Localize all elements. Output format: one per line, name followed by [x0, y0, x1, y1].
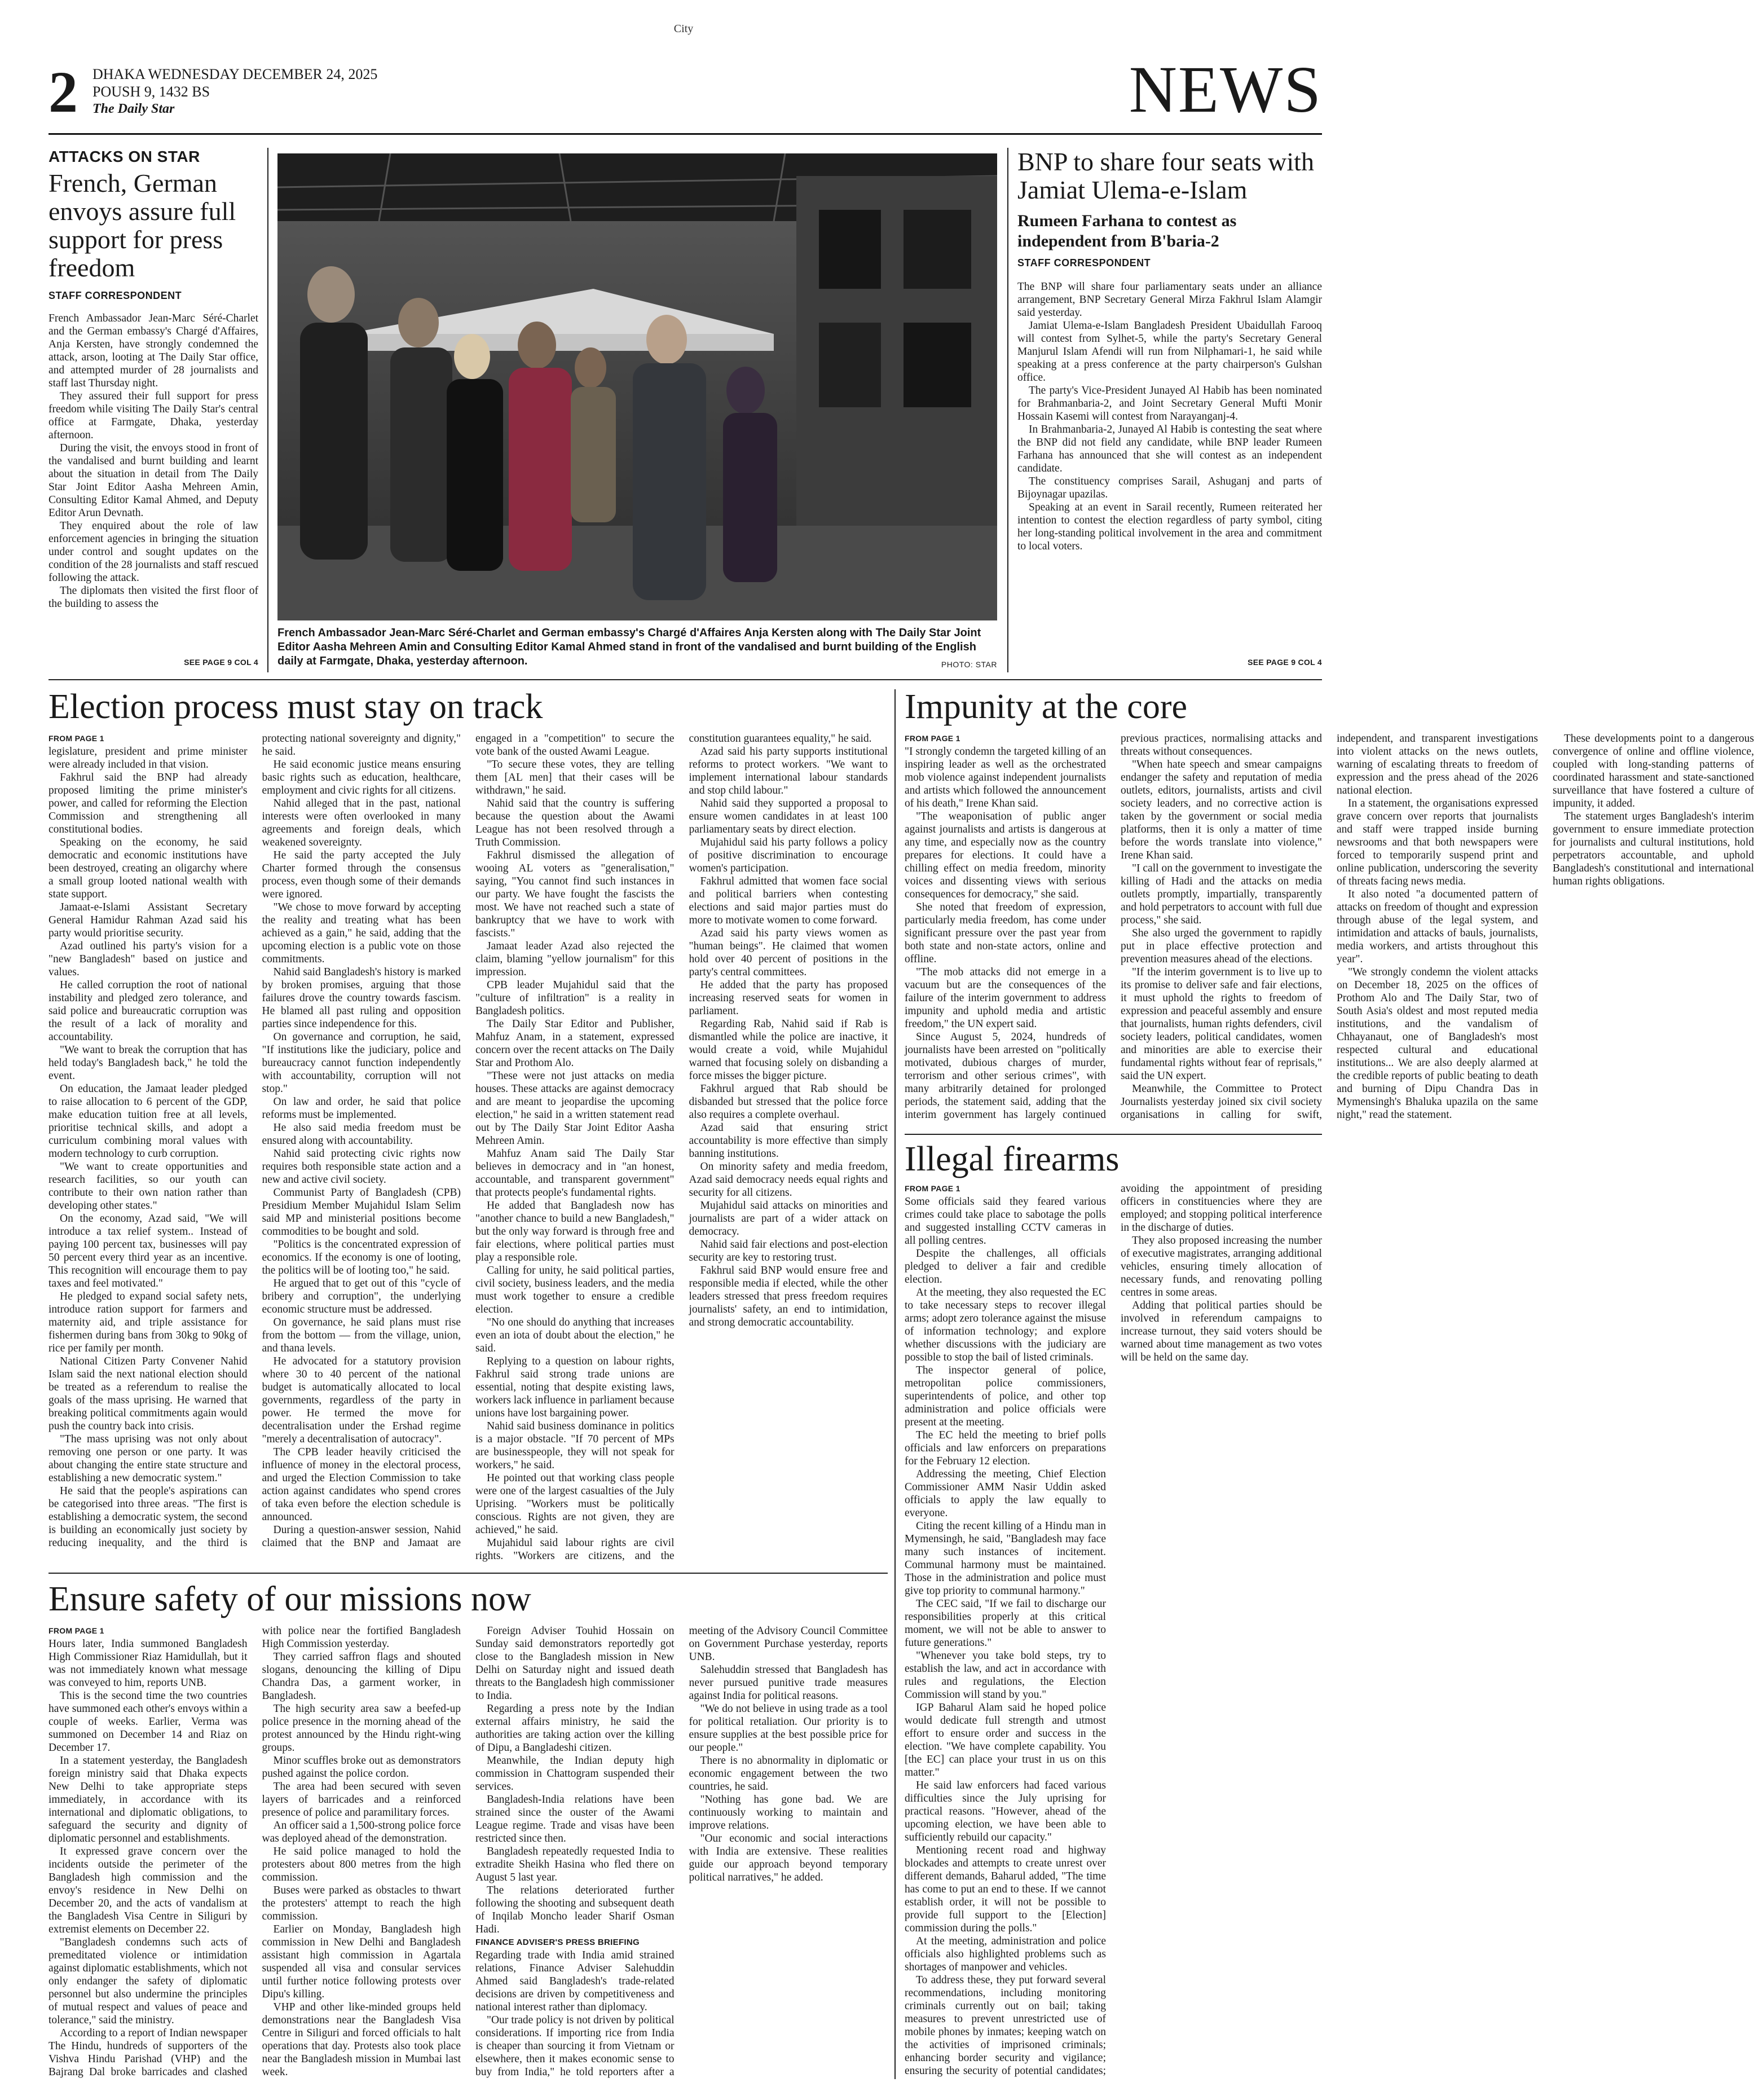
paragraph: "I strongly condemn the targeted killing of an inspiring leader as well as the orchestrated mob violence against independent journalists and artists which followed the announcement of his death," Irene Khan said. [905, 746, 1106, 809]
story-body [1017, 280, 1322, 553]
paragraph: "The mass uprising was not only about removing one person or one party. It was about changing the entire state structure and establishing a new democratic system." [49, 1433, 248, 1484]
paragraph: Speaking at an event in Sarail recently, Rumeen reiterated her intention to contest the election regardless of party symbol, citing her long-standing political involvement in the area and commitment to local voters. [1017, 501, 1322, 552]
story-headline: Illegal firearms [905, 1140, 1120, 1178]
paragraph: Meanwhile, the Indian deputy high commission in Chattogram suspended their services. [475, 1755, 675, 1793]
paragraph: "When hate speech and smear campaigns endanger the safety and reputation of media outlets, editors, journalists, artists and civil society leaders, and no corrective action is taken by the government or social media platforms, then it is only a matter of time before the words translate into violence," Irene Khan said. [1121, 759, 1322, 861]
paragraph: The high security area saw a beefed-up police presence in the morning ahead of the protest announced by the Hindu right-wing groups. [262, 1703, 461, 1754]
paragraph: National Citizen Party Convener Nahid Islam said the next national election should be treated as a referendum to realise the goals of the mass uprising. He warned that breaking political commitments again would push the country back into crisis. [49, 1355, 248, 1432]
brand-logo: The Daily Star [92, 102, 175, 116]
story-headline: Impunity at the core [905, 688, 1187, 726]
paragraph: Nahid said fair elections and post-election security are key to restoring trust. [689, 1239, 888, 1263]
paragraph: He called corruption the root of national instability and pledged zero tolerance, and said police and bureaucratic corruption was the result of a lack of morality and accountability. [49, 979, 248, 1043]
paragraph: He said law enforcers had faced various difficulties since the July uprising for practical reasons. "However, ahead of the upcoming election, we have been able to sufficiently rebuild our capacity." [905, 1780, 1106, 1843]
story-subsection: FINANCE ADVISER'S PRESS BRIEFING [475, 1938, 640, 1947]
story-byline: STAFF CORRESPONDENT [49, 290, 182, 301]
from-page: FROM PAGE 1 [49, 1626, 104, 1635]
photo-illustration [277, 153, 997, 620]
paragraph: Fakhrul said BNP would ensure free and responsible media if elected, while the other leaders stressed that press freedom requires journalists' safety, an end to intimidation, and strong democratic accountability. [689, 1265, 888, 1328]
paragraph: Jamaat-e-Islami Assistant Secretary General Hamidur Rahman Azad said his party would prioritise security. [49, 901, 248, 939]
paragraph: During the visit, the envoys stood in front of the vandalised and burnt building and learnt about the situation in detail from The Daily Star Joint Editor Aasha Mehreen Amin, Consulting Editor Kamal Ahmed, and Deputy Editor Arun Devnath. [49, 442, 258, 519]
paragraph: "To secure these votes, they are telling them [AL men] that their cases will be withdrawn," he said. [475, 759, 675, 796]
paragraph: He said police managed to hold the protesters about 800 metres from the high commission. [262, 1846, 461, 1883]
paragraph: "Our economic and social interactions with India are extensive. These realities guide our approach beyond temporary political narratives," he added. [689, 1833, 888, 1883]
paragraph: Mujahidul said his party follows a policy of positive discrimination to encourage women's participation. [689, 837, 888, 874]
paragraph: He also said media freedom must be ensured along with accountability. [262, 1122, 461, 1147]
paragraph: He advocated for a statutory provision where 30 to 40 percent of the national budget is automatically allocated to local governments, regardless of the party in power. He termed the move for decentralisation under the Ershad regime "merely a decentralisation of autocracy". [262, 1355, 461, 1445]
paragraph: Nahid said Bangladesh's history is marked by broken promises, arguing that those failures drove the country towards fascism. He blamed all past ruling and opposition parties since independence for this. [262, 966, 461, 1030]
paragraph: They carried saffron flags and shouted slogans, denouncing the killing of Dipu Chandra Das, a garment worker, in Bangladesh. [262, 1651, 461, 1702]
paragraph: The statement urges Bangladesh's interim government to ensure immediate protection for journalists and cultural institutions, hold perpetrators accountable, and uphold Bangladesh's constitutional and international human rights obligations. [1553, 811, 1754, 887]
paragraph: There is no abnormality in diplomatic or economic engagement between the two countries, he said. [689, 1755, 888, 1793]
paragraph: Nahid said that the country is suffering because the question about the Awami League has not been resolved through a Truth Commission. [475, 798, 675, 848]
paragraph: Addressing the meeting, Chief Election Commissioner AMM Nasir Uddin asked officials to apply the law equally to everyone. [905, 1468, 1106, 1519]
paragraph: The CEC said, "If we fail to discharge our responsibilities properly at this critical moment, we will not be able to answer to future generations." [905, 1598, 1106, 1649]
paragraph: He said that the people's aspirations can be categorised into three areas. "The first is establishing a democratic system, the second is building an economically just society by reducing inequality, and the third is protecting national sovereignty and dignity," he said. [49, 733, 461, 1549]
paragraph: It also noted "a documented pattern of attacks on freedom of thought and expression through abuse of the legal system, and intimidation and attacks of bauls, journalists, media workers, and artists throughout this year". [1337, 888, 1538, 965]
paragraph: "Nothing has gone bad. We are continuously working to maintain and improve relations. [689, 1794, 888, 1832]
paragraph: "Whenever you take bold steps, try to establish the law, and act in accordance with rules and regulations, the Election Commission will stand by you." [905, 1650, 1106, 1701]
from-page: FROM PAGE 1 [49, 734, 104, 743]
photo-credit: PHOTO: STAR [941, 660, 997, 669]
from-page: FROM PAGE 1 [905, 1184, 960, 1193]
story-subhead: Rumeen Farhana to contest as independent from B'baria-2 [1017, 212, 1237, 250]
paragraph: Replying to a question on labour rights, Fakhrul said strong trade unions are essential, noting that despite existing laws, workers lack influence in parliament because unions have lost bargaining power. [475, 1355, 675, 1419]
paragraph: On minority safety and media freedom, Azad said democracy needs equal rights and security for all citizens. [689, 1161, 888, 1199]
paragraph: Bangladesh repeatedly requested India to extradite Sheikh Hasina who fled there on August 5 last year. [475, 1846, 675, 1883]
paragraph: He said the party accepted the July Charter formed through the consensus process, even though some of their demands were ignored. [262, 849, 461, 900]
jump-line: SEE PAGE 9 COL 4 [1248, 658, 1322, 667]
paragraph: Azad said his party views women as "human beings". He claimed that women hold over 40 percent of positions in the party's central committees. [689, 927, 888, 978]
paragraph: He pledged to expand social safety nets, introduce ration support for farmers and maternity aid, and triple assistance for fishermen during bans from 30kg to 90kg of rice per family per month. [49, 1291, 248, 1354]
story-headline: Election process must stay on track [49, 688, 543, 726]
paragraph: They also proposed increasing the number of executive magistrates, arranging additional vehicles, ensuring timely allocation of necessary funds, and renovating polling centres in some areas. [1121, 1235, 1322, 1298]
paragraph: This is the second time the two countries have summoned each other's envoys within a couple of weeks. Earlier, Verma was summoned on December 14 and Riaz on December 17. [49, 1690, 248, 1754]
paragraph: On governance and corruption, he said, "If institutions like the judiciary, police and bureaucracy cannot function independently with accountability, corruption will not stop." [262, 1031, 461, 1095]
paragraph: "We want to create opportunities and research facilities, so our youth can contribute to their own nation rather than developing other states." [49, 1161, 248, 1212]
paragraph: Adding that political parties should be involved in referendum campaigns to increase turnout, they said voters should be warned about time management as two votes will be held on the same day. [1121, 1300, 1322, 1363]
paragraph: Nahid said business dominance in politics is a major obstacle. "If 70 percent of MPs are businesspeople, they will not speak for workers," he said. [475, 1420, 675, 1471]
paragraph: The Daily Star Editor and Publisher, Mahfuz Anam, in a statement, expressed concern over the recent attacks on The Daily Star and Prothom Alo. [475, 1018, 675, 1069]
paragraph: Nahid alleged that in the past, national interests were often overlooked in many agreements and foreign deals, which weakened sovereignty. [262, 798, 461, 848]
paragraph: He pointed out that working class people were one of the largest casualties of the July Uprising. "Workers must be politically conscious. Rights are not given, they are achieved," he said. [475, 1472, 675, 1536]
paragraph: "The mob attacks did not emerge in a vacuum but are the consequences of the failure of the interim government to address impunity and uphold media and artistic freedom," the UN expert said. [905, 966, 1106, 1030]
paragraph: She also urged the government to rapidly put in place effective protection and prevention measures ahead of the elections. [1121, 927, 1322, 965]
story-missions-body [49, 1624, 888, 2079]
story-body [49, 312, 258, 610]
story-kicker: ATTACKS ON STAR [49, 148, 200, 165]
paragraph: Fakhrul said the BNP had already proposed limiting the prime minister's power, and called for reforming the Election Commission and strengthening all constitutional bodies. [49, 772, 248, 835]
column-rule [267, 148, 268, 672]
story-envoys [49, 148, 258, 672]
paragraph: Fakhrul argued that Rab should be disbanded but stressed that the police force also requires a complete overhaul. [689, 1083, 888, 1121]
paragraph: He argued that to get out of this "cycle of bribery and corruption", the underlying economic structure must be addressed. [262, 1278, 461, 1315]
paragraph: Azad outlined his party's vision for a "new Bangladesh" based on justice and values. [49, 940, 248, 978]
paragraph: "We want to break the corruption that has held today's Bangladesh back," he told the event. [49, 1044, 248, 1082]
paragraph: Meanwhile, the Committee to Protect Journalists yesterday joined six civil society organisations in calling for swift, independent, and transparent investigations into violent attacks on the news outlets, warning of escalating threats to freedom of expression and the press ahead of the 2026 national election. [1121, 733, 1538, 1121]
paragraph: Mahfuz Anam said The Daily Star believes in democracy and in "an honest, accountable, and transparent government" that protects people's fundamental rights. [475, 1148, 675, 1199]
section-rule [49, 1573, 888, 1574]
paragraph: Nahid said protecting civic rights now requires both responsible state action and a new and active civil society. [262, 1148, 461, 1186]
paragraph: An officer said a 1,500-strong police force was deployed ahead of the demonstration. [262, 1820, 461, 1844]
paragraph: Mujahidul said labour rights are civil rights. "Workers are citizens, and the constitution guarantees equality," he said. [475, 733, 872, 1562]
paragraph: "We chose to move forward by accepting the reality and treating what has been achieved as a gain," he said, adding that the upcoming election is a public vote on those commitments. [262, 901, 461, 965]
paragraph: Regarding Rab, Nahid said if Rab is dismantled while the police are inactive, it would create a void, while Mujahidul warned that focusing solely on disbanding a force misses the bigger picture. [689, 1018, 888, 1082]
story-bnp-seats [1017, 148, 1322, 672]
paragraph: "I call on the government to investigate the killing of Hadi and the attacks on media outlets promptly, impartially, transparently and hold perpetrators to account with full due process," she said. [1121, 862, 1322, 926]
paragraph: "We strongly condemn the violent attacks on December 18, 2025 on the offices of Prothom Alo and The Daily Star, two of South Asia's oldest and most reputed media institutions, and the vandalism of Chhayanaut, one of Bangladesh's most respected cultural and educational institutions... We are also deeply alarmed at the credible reports of public beating to death and burning of Dipu Chandra Das in Mymensingh's Bhaluka upazila on the same night," read the statement. [1337, 966, 1538, 1121]
paragraph: Foreign Adviser Touhid Hossain on Sunday said demonstrators reportedly got close to the Bangladesh mission in New Delhi on Saturday night and issued death threats to the Bangladesh high commissioner to India. [475, 1625, 675, 1702]
paragraph: According to a report of Indian newspaper The Hindu, hundreds of supporters of the Vishva Hindu Parishad (VHP) and the Bajrang Dal broke barricades and clashed with police near the fortified Bangladesh High Commission yesterday. [49, 1625, 461, 2078]
paragraph: The party's Vice-President Junayed Al Habib has been nominated for Brahmanbaria-2, and Joint Secretary General Mufti Monir Hossain Kasemi will contest from Narayanganj-4. [1017, 385, 1322, 422]
story-headline: Ensure safety of our missions now [49, 1580, 531, 1618]
paragraph: Despite the challenges, all officials pledged to deliver a fair and credible election. [905, 1248, 1106, 1285]
from-page: FROM PAGE 1 [905, 734, 960, 743]
paragraph: "If the interim government is to live up to its promise to deliver safe and fair elections, it must uphold the rights to freedom of expression and peaceful assembly and ensure that journalists, human rights defenders, civil society leaders, political candidates, women and minorities are able to exercise their fundamental rights without fear of reprisals," said the UN expert. [1121, 966, 1322, 1082]
paragraph: The BNP will share four parliamentary seats under an alliance arrangement, BNP Secretary General Mirza Fakhrul Islam Alamgir said yesterday. [1017, 281, 1322, 319]
paragraph: legislature, president and prime minister were already included in that vision. [49, 746, 248, 771]
paragraph: At the meeting, administration and police officials also highlighted problems such as shortages of manpower and vehicles. [905, 1935, 1106, 1973]
page-number: 2 [49, 60, 78, 125]
masthead-rule [49, 133, 1322, 135]
story-election-body [49, 732, 888, 1566]
paragraph: He added that Bangladesh now has "another chance to build a new Bangladesh," but the only way forward is through free and fair elections, where political parties must play a responsible role. [475, 1200, 675, 1263]
paragraph: On law and order, he said that police reforms must be implemented. [262, 1096, 461, 1121]
section-title: NEWS [1129, 52, 1322, 126]
paragraph: Earlier on Monday, Bangladesh high commission in New Delhi and Bangladesh assistant high commission in Agartala suspended all visa and consular services until further notice following protests over Dipu's killing. [262, 1923, 461, 2000]
paragraph: He said economic justice means ensuring basic rights such as education, healthcare, employment and civic rights for all citizens. [262, 759, 461, 796]
news-photo [277, 153, 997, 620]
paragraph: VHP and other like-minded groups held demonstrations near the Bangladesh Visa Centre in Siliguri and forced officials to halt operations that day. Protests also took place near the Bangladesh mission in Mumbai last week. [262, 2001, 461, 2078]
section-rule [49, 679, 1322, 680]
paragraph: Minor scuffles broke out as demonstrators pushed against the police cordon. [262, 1755, 461, 1780]
paragraph: "The weaponisation of public anger against journalists and artists is dangerous at any time, and especially now as the country prepares for elections. It could have a chilling effect on media freedom, minority voices and dissenting views with serious consequences for democracy," she said. [905, 811, 1106, 900]
paragraph: Regarding trade with India amid strained relations, Finance Adviser Salehuddin Ahmed said Bangladesh's trade-related decisions are driven by competitiveness and national interest rather than diplomacy. [475, 1949, 675, 2013]
paragraph: Jamaat leader Azad also rejected the claim, blaming "yellow journalism" for this impression. [475, 940, 675, 978]
paragraph: The constituency comprises Sarail, Ashuganj and parts of Bijoynagar upazilas. [1017, 476, 1322, 500]
paragraph: They assured their full support for press freedom while visiting The Daily Star's central office at Farmgate, Dhaka, yesterday afternoon. [49, 390, 258, 441]
paragraph: The EC held the meeting to brief polls officials and law enforcers on preparations for the February 12 election. [905, 1429, 1106, 1467]
paragraph: IGP Baharul Alam said he hoped police would dedicate full strength and utmost effort to ensure order and success in the election. "We have complete capability. You [the EC] can place your trust in us on this matter." [905, 1702, 1106, 1778]
paragraph: "No one should do anything that increases even an iota of doubt about the election," he said. [475, 1317, 675, 1354]
column-rule [1007, 148, 1008, 672]
paragraph: Citing the recent killing of a Hindu man in Mymensingh, he said, "Bangladesh may face many such instances of incitement. Communal harmony must be maintained. Those in the administration and police must give top priority to communal harmony." [905, 1520, 1106, 1597]
column-rule [894, 1142, 896, 2079]
paragraph: On governance, he said plans must rise from the bottom — from the village, union, and thana levels. [262, 1317, 461, 1354]
paragraph: To address these, they put forward several recommendations, including monitoring criminals currently out on bail; taking measures to prevent unrestricted use of mobile phones by inmates; keeping watch on the activities of imprisoned criminals; enhancing border security and vigilance; ensuring the security of potential candidates; avoiding the appointment of presiding officers in constituencies where they are employed; and stopping political interference in the discharge of duties. [905, 1183, 1322, 2077]
paragraph: Hours later, India summoned Bangladesh High Commissioner Riaz Hamidullah, but it was not immediately known what message was conveyed to him, reports UNB. [49, 1638, 248, 1689]
date: DHAKA WEDNESDAY DECEMBER 24, 2025 [92, 66, 378, 82]
story-headline: BNP to share four seats with Jamiat Ulema-e-Islam [1017, 147, 1314, 204]
bangla-date: POUSH 9, 1432 BS [92, 83, 210, 100]
story-firearms-body [905, 1182, 1322, 2079]
story-impunity-body [905, 732, 1754, 1127]
paragraph: French Ambassador Jean-Marc Séré-Charlet and the German embassy's Chargé d'Affaires, Anja Kersten, have strongly condemned the attack, arson, looting at The Daily Star office, and attempted murder of 28 journalists and staff last Thursday night. [49, 312, 258, 389]
paragraph: CPB leader Mujahidul said that the "culture of infiltration" is a reality in Bangladesh politics. [475, 979, 675, 1017]
paragraph: Azad said that ensuring strict accountability is more effective than simply banning institutions. [689, 1122, 888, 1160]
paragraph: Calling for unity, he said political parties, civil society, business leaders, and the media must work together to ensure a credible election. [475, 1265, 675, 1315]
paragraph: It expressed grave concern over the incidents outside the perimeter of the Bangladesh high commission and the envoy's residence in New Delhi on December 20, and the acts of vandalism at the Bangladesh Visa Centre in Siliguri by extremist elements on December 22. [49, 1846, 248, 1935]
paragraph: Some officials said they feared various crimes could take place to sabotage the polls and suggested installing CCTV cameras in all polling centres. [905, 1196, 1106, 1247]
paragraph: Fakhrul dismissed the allegation of wooing AL voters as "generalisation," saying, "You cannot find such instances in our party. We have fought the fascists the most. We have not reached such a state of bankruptcy that we have to work with fascists." [475, 849, 675, 939]
paragraph: Salehuddin stressed that Bangladesh has never pursued punitive trade measures against India for political reasons. [689, 1664, 888, 1702]
paragraph: In a statement, the organisations expressed grave concern over reports that journalists and staff were trapped inside burning newsrooms and that both newspapers were forced to temporarily suspend print and online publication, underscoring the severity of threats facing news media. [1337, 798, 1538, 887]
paragraph: Regarding a press note by the Indian external affairs ministry, he said the authorities are taking action over the killing of Dipu, a Bangladeshi citizen. [475, 1703, 675, 1754]
paragraph: In a statement yesterday, the Bangladesh foreign ministry said that Dhaka expects New Delhi to take appropriate steps immediately, in accordance with its international and diplomatic obligations, to safeguard the security and dignity of diplomatic personnel and establishments. [49, 1755, 248, 1844]
story-headline: French, German envoys assure full support for press freedom [49, 169, 236, 282]
jump-line: SEE PAGE 9 COL 4 [184, 658, 258, 667]
paragraph: Mujahidul said attacks on minorities and journalists are part of a wider attack on democracy. [689, 1200, 888, 1238]
paragraph: He added that the party has proposed increasing reserved seats for women in parliament. [689, 979, 888, 1017]
paragraph: At the meeting, they also requested the EC to take necessary steps to recover illegal arms; adopt zero tolerance against the misuse of information technology; and explore whether discussions with the judiciary are possible to stop the bail of listed criminals. [905, 1287, 1106, 1363]
paragraph: Speaking on the economy, he said democratic and economic institutions have been destroyed, creating an oligarchy where a small group looted national wealth with state support. [49, 837, 248, 900]
paragraph: On education, the Jamaat leader pledged to raise allocation to 6 percent of the GDP, make education tuition free at all levels, prioritise technical skills, and adopt a curriculum combining moral values with modern technology to curb corruption. [49, 1083, 248, 1160]
paragraph: The diplomats then visited the first floor of the building to assess the [49, 585, 258, 610]
paragraph: The relations deteriorated further following the shooting and subsequent death of Inqilab Moncho leader Sharif Osman Hadi. [475, 1885, 675, 1935]
paragraph: Since August 5, 2024, hundreds of journalists have been arrested on "politically motivated, dubious charges of murder, terrorism and other serious crimes", with many arbitrarily detained for prolonged periods, the statement said, adding that the interim government has largely continued previous practices, normalising attacks and threats without consequences. [905, 733, 1322, 1121]
paragraph: On the economy, Azad said, "We will introduce a tax relief system.. Instead of paying 100 percent tax, businesses will pay 50 percent every third year as an incentive. This recognition will encourage them to pay taxes and feel motivated." [49, 1213, 248, 1289]
section-label: City [673, 23, 694, 35]
paragraph: "We do not believe in using trade as a tool for political retaliation. Our priority is to ensure supplies at the best possible price for our people." [689, 1703, 888, 1754]
paragraph: During a question-answer session, Nahid claimed that the BNP and Jamaat are engaged in a "competition" to secure the vote bank of the ousted Awami League. [262, 733, 675, 1549]
paragraph: The area had been secured with seven layers of barricades and a reinforced presence of police and paramilitary forces. [262, 1781, 461, 1819]
paragraph: Fakhrul admitted that women face social and political barriers when contesting elections and said major parties must do more to motivate women to come forward. [689, 875, 888, 926]
paragraph: Buses were parked as obstacles to thwart the protesters' attempt to reach the high commission. [262, 1885, 461, 1922]
paragraph: Mentioning recent road and highway blockades and attempts to create unrest over different demands, Baharul added, "The time has come to put an end to these. If we cannot establish order, it will not be possible to provide full support to the [Election] commission during the polls." [905, 1844, 1106, 1934]
paragraph: Nahid said they supported a proposal to ensure women candidates in at least 100 parliamentary seats by direct election. [689, 798, 888, 835]
paragraph: Bangladesh-India relations have been strained since the ouster of the Awami League regime. Trade and visas have been restricted since then. [475, 1794, 675, 1844]
paragraph: These developments point to a dangerous convergence of online and offline violence, coupled with long-standing patterns of coordinated harassment and state-sanctioned surveillance that have fostered a culture of impunity, it added. [1553, 733, 1754, 809]
paragraph: "These were not just attacks on media houses. These attacks are against democracy and are meant to jeopardise the upcoming election," he said in a written statement read out by The Daily Star Joint Editor Aasha Mehreen Amin. [475, 1070, 675, 1147]
section-rule [905, 1134, 1322, 1135]
story-byline: STAFF CORRESPONDENT [1017, 257, 1151, 268]
paragraph: Communist Party of Bangladesh (CPB) Presidium Member Mujahidul Islam Selim said MP and ministerial positions become commodities to be bought and sold. [262, 1187, 461, 1238]
paragraph: In Brahmanbaria-2, Junayed Al Habib is contesting the seat where the BNP did not field any candidate, while BNP leader Rumeen Farhana has announced that she will contest as an independent candidate. [1017, 424, 1322, 474]
paragraph: Jamiat Ulema-e-Islam Bangladesh President Ubaidullah Farooq will contest from Sylhet-5, while the party's Secretary General Manjurul Islam Afendi will run from Nilphamari-1, he said while speaking at a press conference at the party chairperson's Gulshan office. [1017, 320, 1322, 384]
dateline [92, 65, 377, 118]
paragraph: "Our trade policy is not driven by political considerations. If importing rice from India is cheaper than sourcing it from Vietnam or elsewhere, then it makes economic sense to buy from India," he told reporters after a meeting of the Advisory Council Committee on Government Purchase yesterday, reports UNB. [475, 1625, 888, 2078]
paragraph: She noted that freedom of expression, particularly media freedom, has come under significant pressure over the past year from both state and non-state actors, online and offline. [905, 901, 1106, 965]
photo-caption: French Ambassador Jean-Marc Séré-Charlet and German embassy's Chargé d'Affaires Anja Kersten along with The Daily Star Joint Editor Aasha Mehreen Amin and Consulting Editor Kamal Ahmed stand in front of the vandalised and burnt building of the English daily at Farmgate, Dhaka, yesterday afternoon. [277, 627, 981, 667]
paragraph: The CPB leader heavily criticised the influence of money in the electoral process, and urged the Election Commission to take action against candidates who spend crores of taka even before the election schedule is announced. [262, 1446, 461, 1523]
paragraph: "Politics is the concentrated expression of economics. If the economy is one of looting, the politics will be of looting too," he said. [262, 1239, 461, 1276]
paragraph: The inspector general of police, metropolitan police commissioners, superintendents of police, and other top administration and police officials were present at the meeting. [905, 1364, 1106, 1428]
paragraph: They enquired about the role of law enforcement agencies in bringing the situation under control and sought updates on the condition of the 28 journalists and staff rescued following the attack. [49, 520, 258, 584]
paragraph: "Bangladesh condemns such acts of premeditated violence or intimidation against diplomatic establishments, which not only endanger the safety of diplomatic personnel but also undermine the principles of mutual respect and values of peace and tolerance," said the ministry. [49, 1936, 248, 2026]
paragraph: Azad said his party supports institutional reforms to protect workers. "We want to implement international labour standards and stop child labour." [689, 746, 888, 796]
